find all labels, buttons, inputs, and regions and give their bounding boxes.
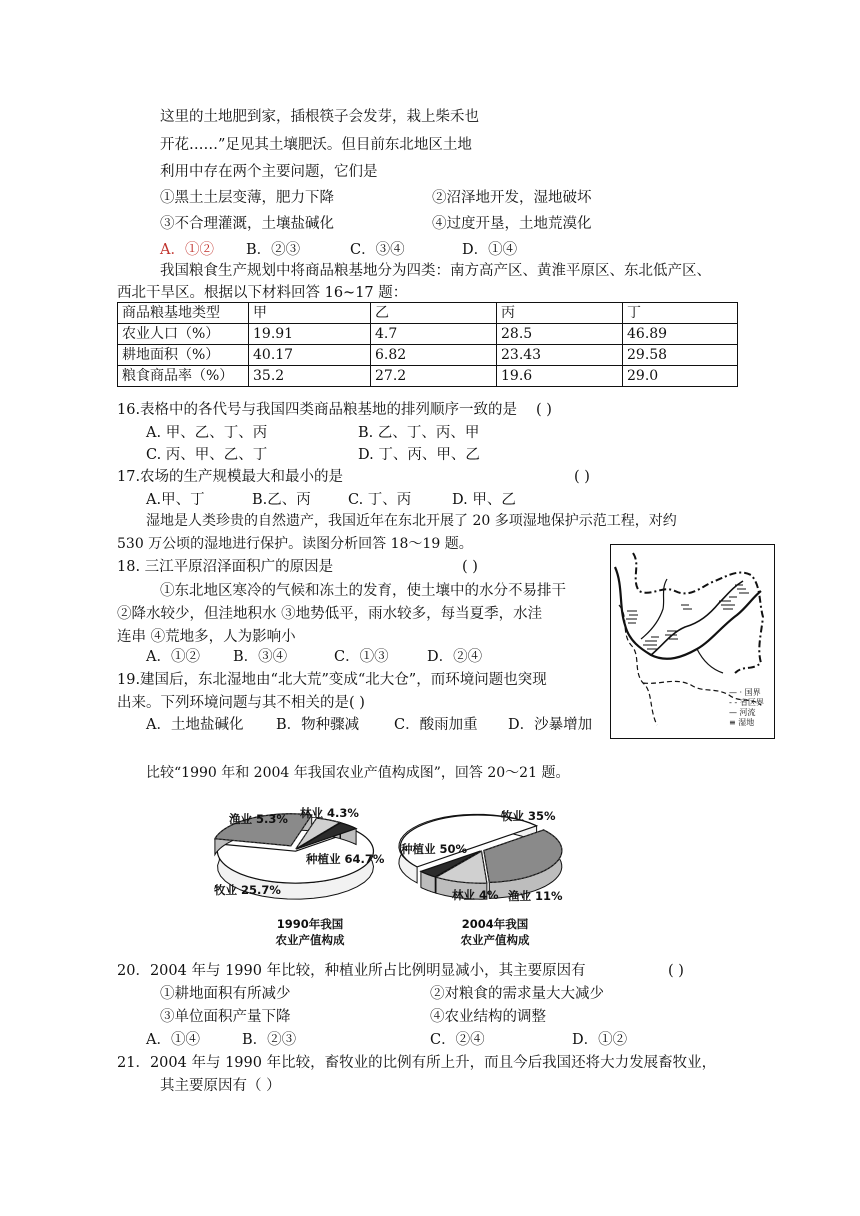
q20-stem: 20．2004 年与 1990 年比较，种植业所占比例明显减小，其主要原因有 — [117, 963, 586, 979]
table-header-cell: 丙 — [497, 303, 623, 324]
grain-base-table — [117, 302, 738, 387]
map-legend — [729, 688, 764, 728]
wetland-paragraph-2: 530 万公顷的湿地进行保护。读图分析回答 18～19 题。 — [117, 536, 473, 552]
q20-answer-d: D．①② — [572, 1032, 628, 1048]
table-header-row — [118, 303, 738, 324]
q18-answer-paren: ( ) — [462, 559, 478, 575]
table-row — [118, 366, 738, 387]
intro-line-3: 利用中存在两个主要问题，它们是 — [160, 164, 378, 180]
pie2004-label-fishery: 渔业 11% — [508, 889, 563, 903]
q20-answer-a: A．①④ — [146, 1032, 200, 1048]
legend-river: — 河流 — [729, 708, 756, 717]
q20-option-4: ④农业结构的调整 — [430, 1009, 546, 1025]
pie1990-label-crop: 种植业 64.7% — [306, 852, 385, 866]
q16-stem: 16.表格中的各代号与我国四类商品粮基地的排列顺序一致的是 — [117, 402, 518, 418]
table-cell: 粮食商品率（%） — [118, 366, 249, 387]
q17-option-d: D. 甲、乙 — [452, 492, 516, 508]
legend-wetland: ≡ 湿地 — [729, 718, 755, 727]
q17-stem: 17.农场的生产规模最大和最小的是 — [117, 469, 344, 485]
pie1990-label-fishery: 渔业 5.3% — [229, 812, 288, 826]
intro-line-2: 开花……”足见其土壤肥沃。但目前东北地区土地 — [160, 137, 472, 153]
table-cell: 6.82 — [371, 345, 497, 366]
pie-2004 — [392, 798, 592, 928]
grain-paragraph-2: 西北干旱区。根据以下材料回答 16~17 题： — [117, 285, 408, 301]
table-cell: 4.7 — [371, 324, 497, 345]
q18-option-a: A．①② — [146, 649, 200, 665]
pie1990-label-forestry: 林业 4.3% — [300, 806, 359, 820]
table-header-cell: 商品粮基地类型 — [118, 303, 249, 324]
q16-option-a: A. 甲、乙、丁、丙 — [146, 425, 268, 441]
legend-province-border: - - 省区界 — [729, 698, 764, 707]
pie2004-label-forestry: 林业 4% — [452, 888, 499, 902]
table-cell: 农业人口（%） — [118, 324, 249, 345]
intro-option-4: ④过度开垦，土地荒漠化 — [432, 216, 592, 232]
table-cell: 46.89 — [623, 324, 738, 345]
table-cell: 29.58 — [623, 345, 738, 366]
pie2004-label-livestock: 牧业 35% — [501, 809, 556, 823]
q20-answer-paren: ( ) — [668, 963, 684, 979]
wetland-paragraph-1: 湿地是人类珍贵的自然遗产，我国近年在东北开展了 20 多项湿地保护示范工程，对约 — [146, 513, 677, 529]
q20-option-2: ②对粮食的需求量大大减少 — [430, 986, 604, 1002]
q21-line-2: 其主要原因有（ ） — [160, 1078, 281, 1094]
intro-line-1: 这里的土地肥到家，插根筷子会发芽，栽上柴禾也 — [160, 109, 479, 125]
q18-line-3: 连串 ④荒地多，人为影响小 — [117, 629, 296, 645]
intro-option-2: ②沼泽地开发，湿地破坏 — [432, 190, 592, 206]
q16-option-b: B. 乙、丁、丙、甲 — [358, 425, 480, 441]
q18-line-2: ②降水较少，但洼地积水 ③地势低平，雨水较多，每当夏季，水洼 — [117, 606, 543, 622]
compare-intro: 比较“1990 年和 2004 年我国农业产值构成图”，回答 20～21 题。 — [146, 765, 570, 781]
q17-answer-paren: ( ) — [574, 469, 590, 485]
q16-option-d: D. 丁、丙、甲、乙 — [358, 447, 480, 463]
q18-option-d: D．②④ — [427, 649, 483, 665]
table-header-cell: 甲 — [249, 303, 371, 324]
q20-answer-b: B．②③ — [242, 1032, 297, 1048]
table-cell: 23.43 — [497, 345, 623, 366]
intro-answer-d: D．①④ — [462, 242, 518, 258]
q17-option-a: A.甲、丁 — [146, 492, 205, 508]
q16-option-c: C. 丙、甲、乙、丁 — [146, 447, 268, 463]
q18-option-c: C．①③ — [334, 649, 389, 665]
q19-option-d: D．沙暴增加 — [508, 717, 593, 733]
intro-answer-a: A．①② — [160, 242, 214, 258]
table-cell: 19.91 — [249, 324, 371, 345]
table-cell: 27.2 — [371, 366, 497, 387]
table-cell: 28.5 — [497, 324, 623, 345]
table-cell: 35.2 — [249, 366, 371, 387]
table-row — [118, 345, 738, 366]
q20-answer-c: C．②④ — [430, 1032, 485, 1048]
intro-answer-c: C．③④ — [350, 242, 405, 258]
q17-option-b: B.乙、丙 — [252, 492, 311, 508]
table-cell: 19.6 — [497, 366, 623, 387]
pie2004-label-crop: 种植业 50% — [401, 842, 468, 856]
pie1990-label-livestock: 牧业 25.7% — [214, 883, 281, 897]
q19-option-a: A．土地盐碱化 — [146, 717, 244, 733]
q21-line-1: 21．2004 年与 1990 年比较，畜牧业的比例有所上升，而且今后我国还将大力发展畜牧业， — [117, 1055, 717, 1071]
grain-paragraph-1: 我国粮食生产规划中将商品粮基地分为四类：南方高产区、黄淮平原区、东北低产区、 — [160, 263, 711, 279]
intro-option-1: ①黑土土层变薄，肥力下降 — [160, 190, 334, 206]
pie1990-caption: 1990年我国 农业产值构成 — [275, 917, 345, 947]
sanjiang-wetland-map — [610, 544, 775, 739]
q19-option-c: C．酸雨加重 — [394, 717, 478, 733]
q20-option-3: ③单位面积产量下降 — [160, 1009, 291, 1025]
q20-option-1: ①耕地面积有所减少 — [160, 986, 291, 1002]
q19-option-b: B．物种骤减 — [276, 717, 360, 733]
intro-option-3: ③不合理灌溉，土壤盐碱化 — [160, 216, 334, 232]
table-cell: 40.17 — [249, 345, 371, 366]
q18-line-1: ①东北地区寒冷的气候和冻土的发育，使土壤中的水分不易排干 — [160, 583, 566, 599]
q19-line-2: 出来。下列环境问题与其不相关的是( ) — [117, 695, 365, 711]
table-cell: 耕地面积（%） — [118, 345, 249, 366]
table-header-cell: 乙 — [371, 303, 497, 324]
pie2004-caption: 2004年我国 农业产值构成 — [460, 917, 530, 947]
q19-line-1: 19.建国后，东北湿地由“北大荒”变成“北大仓”，而环境问题也突现 — [117, 672, 547, 688]
intro-answer-b: B．②③ — [246, 242, 301, 258]
table-cell: 29.0 — [623, 366, 738, 387]
table-row — [118, 324, 738, 345]
q18-option-b: B．③④ — [233, 649, 288, 665]
q18-stem: 18. 三江平原沼泽面积广的原因是 — [117, 559, 334, 575]
q17-option-c: C. 丁、丙 — [348, 492, 412, 508]
q16-answer-paren: ( ) — [536, 402, 552, 418]
legend-national-border: — · 国界 — [729, 688, 761, 697]
table-header-cell: 丁 — [623, 303, 738, 324]
